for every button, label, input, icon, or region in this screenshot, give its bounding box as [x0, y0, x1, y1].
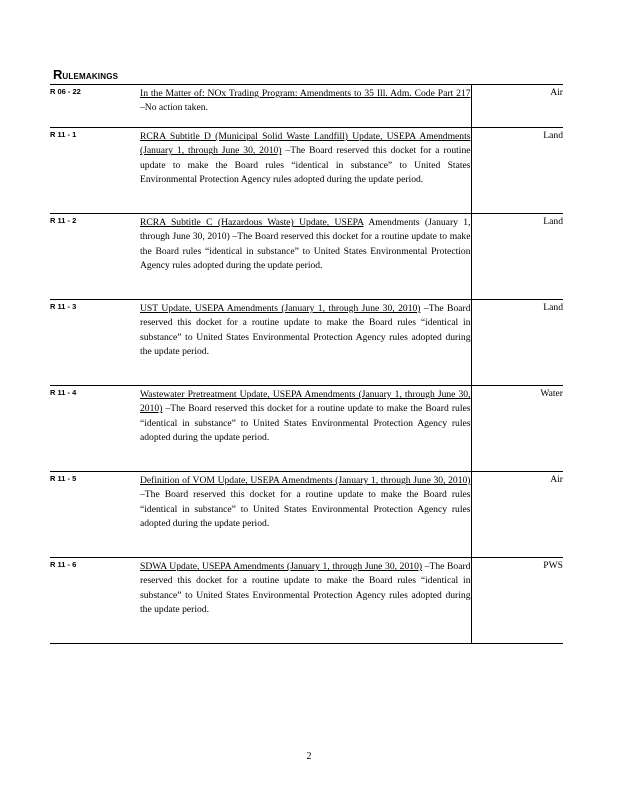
docket-media: Land [543, 130, 563, 141]
table-row [50, 214, 563, 300]
docket-media: Air [550, 474, 563, 485]
docket-summary: –The Board reserved this docket for a routine update to make the Board rules “identical in substance” to United States Environmental Protection Agency rules adopted during the update period. [140, 489, 471, 529]
docket-media: Air [550, 87, 563, 98]
docket-media: Land [543, 302, 563, 313]
table-row [50, 386, 563, 472]
docket-summary: Amendments (January 1, through June 30, 2010) –The Board reserved this docket for a routine update to make the Board rules “identical in substance” to United States Environmental Protection Agency rules adopted during the update period. [140, 217, 471, 271]
table-row [50, 472, 563, 558]
docket-number: R 11 - 2 [50, 216, 77, 225]
docket-title: Definition of VOM Update, USEPA Amendments (January 1, through June 30, 2010) [140, 475, 471, 486]
docket-description [140, 386, 471, 472]
docket-number: R 11 - 1 [50, 130, 77, 139]
docket-title: Wastewater Pretreatment Update, USEPA Amendments (January 1, through June 30, 2010) [140, 389, 471, 415]
docket-description [140, 128, 471, 214]
docket-number: R 11 - 5 [50, 474, 77, 483]
docket-media: Water [540, 388, 563, 399]
docket-description [140, 558, 471, 644]
docket-description [140, 85, 471, 128]
docket-title: UST Update, USEPA Amendments (January 1, through June 30, 2010) [140, 303, 421, 314]
docket-summary: –The Board reserved this docket for a routine update to make the Board rules “identical in substance” to United States Environmental Protection Agency rules adopted during the update period. [140, 403, 471, 443]
docket-title: SDWA Update, USEPA Amendments (January 1, through June 30, 2010) [140, 561, 423, 572]
section-heading [53, 66, 118, 84]
docket-title: RCRA Subtitle C (Hazardous Waste) Update, USEPA [140, 217, 364, 228]
docket-description [140, 214, 471, 300]
page-number: 2 [306, 751, 312, 762]
docket-media: Land [543, 216, 563, 227]
docket-description [140, 472, 471, 558]
docket-summary: –No action taken. [140, 102, 208, 114]
docket-number: R 11 - 3 [50, 302, 77, 311]
docket-title: RCRA Subtitle D (Municipal Solid Waste Landfill) Update, USEPA Amendments (January 1, through June 30, 2010) [140, 131, 471, 157]
docket-number: R 06 - 22 [50, 87, 81, 96]
docket-summary: –The Board reserved this docket for a routine update to make the Board rules “identical in substance” to United States Environmental Protection Agency rules adopted during the update period. [140, 303, 471, 357]
table-row [50, 85, 563, 128]
rulemakings-table [50, 84, 563, 644]
docket-number: R 11 - 6 [50, 560, 77, 569]
docket-summary: –The Board reserved this docket for a routine update to make the Board rules “identical in substance” to United States Environmental Protection Agency rules adopted during the update period. [140, 145, 471, 185]
docket-number: R 11 - 4 [50, 388, 77, 397]
table-row [50, 558, 563, 644]
section-heading-rest: ULEMAKINGS [62, 72, 119, 81]
table-row [50, 300, 563, 386]
docket-title: In the Matter of: NOx Trading Program: Amendments to 35 Ill. Adm. Code Part 217 [140, 88, 471, 99]
docket-media: PWS [543, 560, 563, 571]
section-heading-initial: R [53, 67, 63, 82]
docket-summary: –The Board reserved this docket for a routine update to make the Board rules “identical in substance” to United States Environmental Protection Agency rules adopted during the update period. [140, 561, 471, 615]
table-row [50, 128, 563, 214]
docket-description [140, 300, 471, 386]
